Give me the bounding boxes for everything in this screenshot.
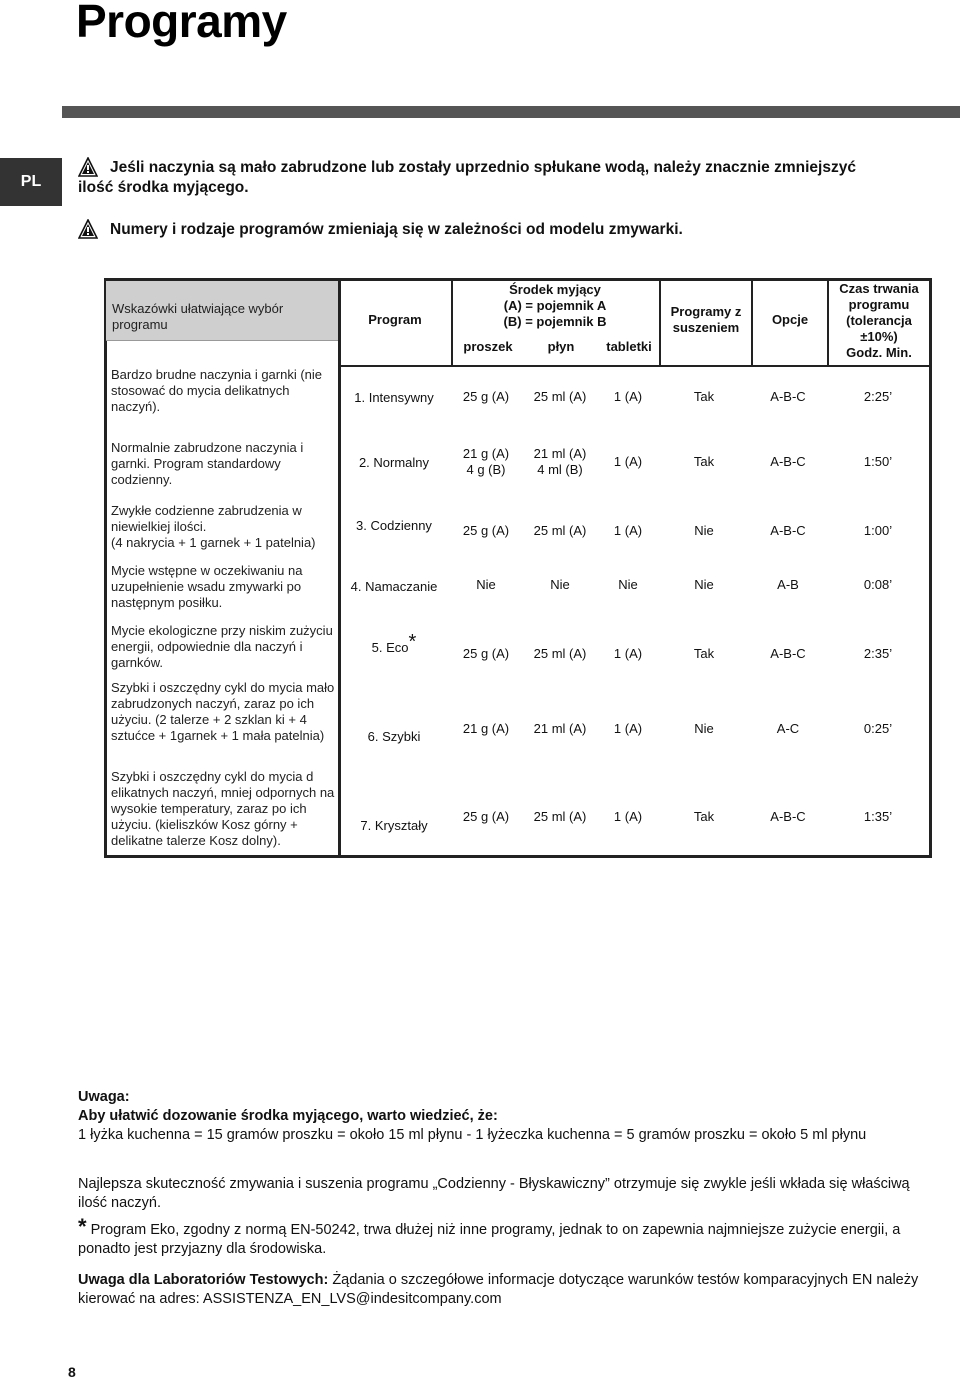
row7-drying: Tak (693, 809, 715, 824)
row5-liquid: 25 ml (A) (533, 646, 587, 661)
row4-powder: Nie (476, 577, 496, 592)
eco-note (78, 1214, 930, 1259)
row3-powder: 25 g (A) (462, 523, 510, 538)
row1-program: 1. Intensywny (354, 390, 434, 405)
row6-drying: Nie (694, 721, 714, 736)
row5-options: A-B-C (770, 646, 806, 661)
row4-options: A-B (777, 577, 799, 592)
row4-program: 4. Namaczanie (350, 579, 438, 594)
page-number: 8 (68, 1364, 76, 1380)
row4-tablets: Nie (618, 577, 638, 592)
best-results-note: Najlepsza skuteczność zmywania i suszenia programu „Codzienny - Błyskawiczny” otrzymuje się zwykle jeśli wkłada się właściwą ilość naczyń. (78, 1176, 910, 1211)
row-hint-3: Zwykłe codzienne zabrudzenia w niewielkiej ilości. (4 nakrycia + 1 garnek + 1 patelnia) (111, 503, 316, 550)
row2-powder: 21 g (A) 4 g (B) (462, 446, 510, 477)
row3-options: A-B-C (770, 523, 806, 538)
row6-program: 6. Szybki (367, 729, 421, 744)
row1-drying: Tak (693, 389, 715, 404)
row2-drying: Tak (693, 454, 715, 469)
row3-tablets: 1 (A) (613, 523, 643, 538)
lab-note (78, 1271, 930, 1309)
row6-liquid: 21 ml (A) (533, 721, 587, 736)
header-drying: Programy z suszeniem (670, 304, 742, 335)
header-liquid: płyn (547, 339, 575, 354)
header-powder: proszek (463, 339, 513, 354)
row6-tablets: 1 (A) (613, 721, 643, 736)
row2-program: 2. Normalny (358, 455, 430, 470)
row5-program (341, 631, 447, 656)
row-hint-6: Szybki i oszczędny cykl do mycia mało zabrudzonych naczyń, zaraz po ich użyciu. (2 talerze + 2 szklan ki + 4 sztućce + 1garnek + 1 mała patelnia) (111, 680, 335, 743)
row4-drying: Nie (694, 577, 714, 592)
row6-time: 0:25’ (863, 721, 893, 736)
dosage-text: 1 łyżka kuchenna = 15 gramów proszku = około 15 ml płynu - 1 łyżeczka kuchenna = 5 gramów proszku = około 5 ml płynu (78, 1127, 867, 1143)
row5-tablets: 1 (A) (613, 646, 643, 661)
lab-note-text: Żądania o szczegółowe informacje dotyczące warunków testów komparacyjnych EN należy kierować na adres: ASSISTENZA_EN_LVS@indesitcompany.com (78, 1272, 919, 1307)
eco-footnote-star: * (78, 1214, 87, 1239)
header-options: Opcje (771, 312, 809, 327)
column-divider (338, 281, 341, 855)
hint-column-header: Wskazówki ułatwiające wybór programu (106, 281, 338, 341)
header-detergent: Środek myjący (A) = pojemnik A (B) = pojemnik B (503, 282, 607, 329)
row5-program-label: 5. Eco (371, 640, 409, 655)
eco-note-text: Program Eko, zgodny z normą EN-50242, trwa dłużej niż inne programy, jednak to on zapewnia najmniejsze zużycie energii, a ponadto jest przyjazny dla środowiska. (78, 1222, 901, 1257)
row4-time: 0:08’ (863, 577, 893, 592)
language-tab: PL (0, 158, 62, 206)
row2-time: 1:50’ (863, 454, 893, 469)
row4-liquid: Nie (550, 577, 570, 592)
row5-time: 2:35’ (863, 646, 893, 661)
row3-drying: Nie (694, 523, 714, 538)
row1-options: A-B-C (770, 389, 806, 404)
row7-time: 1:35’ (863, 809, 893, 824)
row7-program: 7. Kryształy (360, 818, 428, 833)
row1-tablets: 1 (A) (613, 389, 643, 404)
row7-powder: 25 g (A) (462, 809, 510, 824)
row5-drying: Tak (693, 646, 715, 661)
row5-footnote-star: * (408, 631, 417, 653)
warning-triangle-icon (78, 219, 98, 239)
row-hint-1: Bardzo brudne naczynia i garnki (nie stosować do mycia delikatnych naczyń). (111, 367, 323, 414)
row1-liquid: 25 ml (A) (533, 389, 587, 404)
row6-options: A-C (776, 721, 800, 736)
row1-time: 2:25’ (863, 389, 893, 404)
row7-options: A-B-C (770, 809, 806, 824)
dosage-heading: Aby ułatwić dozowanie środka myjącego, warto wiedzieć, że: (78, 1108, 498, 1124)
row6-powder: 21 g (A) (462, 721, 510, 736)
note-label: Uwaga: (78, 1089, 130, 1105)
row1-powder: 25 g (A) (462, 389, 510, 404)
row-hint-2: Normalnie zabrudzone naczynia i garnki. Program standardowy codzienny. (111, 440, 304, 487)
title-rule (62, 106, 960, 118)
table-header (341, 281, 929, 367)
row3-time: 1:00’ (863, 523, 893, 538)
row3-program: 3. Codzienny (356, 518, 432, 533)
row2-tablets: 1 (A) (613, 454, 643, 469)
page-title: Programy (76, 0, 287, 47)
row2-liquid: 21 ml (A) 4 ml (B) (533, 446, 587, 477)
header-tablets: tabletki (606, 339, 652, 354)
row7-liquid: 25 ml (A) (533, 809, 587, 824)
row2-options: A-B-C (770, 454, 806, 469)
warning-text-2: Numery i rodzaje programów zmieniają się w zależności od modelu zmywarki. (110, 221, 683, 238)
row-hint-7: Szybki i oszczędny cykl do mycia d elikatnych naczyń, mniej odpornych na wysokie temperatury, zaraz po ich użyciu. (kieliszków Kosz górny + delikatne talerze Kosz dolny). (111, 769, 335, 848)
header-duration: Czas trwania programu (tolerancja ±10%) Godz. Min. (839, 281, 919, 360)
header-program: Program (368, 312, 422, 327)
row3-liquid: 25 ml (A) (533, 523, 587, 538)
row7-tablets: 1 (A) (613, 809, 643, 824)
warning-text-1: Jeśli naczynia są mało zabrudzone lub zostały uprzednio spłukane wodą, należy znacznie zmniejszyć ilość środka myjącego. (78, 159, 856, 196)
lab-note-label: Uwaga dla Laboratoriów Testowych: (78, 1272, 329, 1288)
row-hint-5: Mycie ekologiczne przy niskim zużyciu energii, odpowiednie dla naczyń i garnków. (111, 623, 333, 670)
row-hint-4: Mycie wstępne w oczekiwaniu na uzupełnienie wsadu zmywarki po następnym posiłku. (111, 563, 303, 610)
row5-powder: 25 g (A) (462, 646, 510, 661)
